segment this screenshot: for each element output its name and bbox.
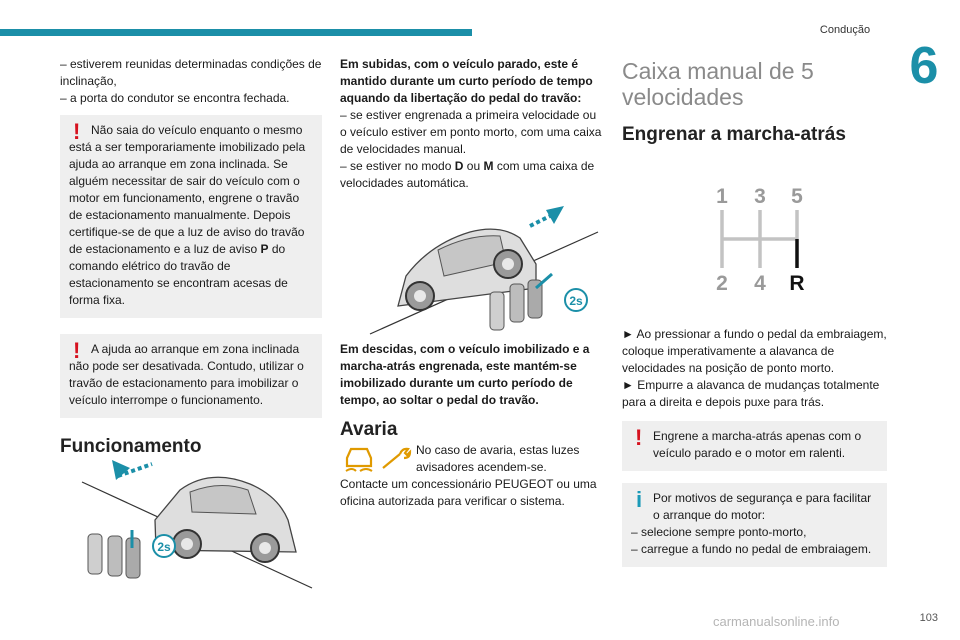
column-2	[340, 56, 602, 192]
warning-text: Não saia do veículo enquanto o mesmo está a ser temporariamente imobilizado pela ajuda ao arranque em zona inclinada. Se alguém necessitar de sair do veículo com o motor em funcionamento, engrene o travão de estacionamento manualmente. Depois certifique-se de que a luz de aviso do travão de estacionamento e a luz de aviso P do comando elétrico do travão de estacionamento se encontram acesas de forma fixa.	[69, 123, 306, 307]
uphill-intro: Em subidas, com o veículo parado, este é mantido durante um curto período de tempo aquando da libertação do pedal do travão:	[340, 57, 593, 105]
gear-label: 5	[791, 185, 803, 208]
warning-icon: !	[73, 119, 81, 144]
info-icon: i	[636, 487, 643, 512]
column-1	[60, 56, 322, 455]
condition-item: – estiverem reunidas determinadas condições de inclinação,	[60, 57, 322, 88]
downhill-text: Em descidas, com o veículo imobilizado e a marcha-atrás engrenada, este mantém-se imobilizado durante um curto período de tempo, ao soltar o pedal do travão.	[340, 342, 590, 407]
avaria-contact: Contacte um concessionário PEUGEOT ou uma oficina autorizada para verificar o sistema.	[340, 477, 597, 508]
reverse-gear-label: R	[789, 272, 805, 295]
gear-label: 4	[754, 272, 766, 295]
chapter-number: 6	[909, 37, 939, 95]
warning-box	[60, 334, 322, 418]
info-item: – selecione sempre ponto-morto,	[631, 525, 807, 539]
condition-item: – a porta do condutor se encontra fechada.	[60, 91, 290, 105]
step-text: ► Ao pressionar a fundo o pedal da embraiagem, coloque imperativamente a alavanca de velocidades na posição de ponto morto.	[622, 327, 887, 375]
column-3-lower	[622, 326, 887, 567]
wrench-warning-icon	[380, 446, 412, 472]
column-3	[622, 58, 887, 143]
section-heading: Funcionamento	[60, 436, 202, 457]
car-skid-warning-icon	[342, 444, 376, 474]
timer-label: 2s	[157, 540, 171, 554]
uphill-illustration	[340, 196, 602, 336]
header-accent-bar	[0, 29, 472, 36]
step-text: ► Empurre a alavanca de mudanças totalmente para a direita e depois puxe para trás.	[622, 378, 880, 409]
uphill-item: – se estiver engrenada a primeira velocidade ou o veículo estiver em ponto morto, com uma caixa de velocidades manual.	[340, 108, 602, 156]
timer-label: 2s	[569, 294, 583, 308]
uphill-item: – se estiver no modo D ou M com uma caixa de velocidades automática.	[340, 159, 595, 190]
warning-text: A ajuda ao arranque em zona inclinada não pode ser desativada. Contudo, utilizar o travão de estacionamento para imobilizar o veículo interrompe o funcionamento.	[69, 342, 304, 407]
gear-pattern-diagram	[700, 180, 820, 300]
warning-icon: !	[635, 425, 643, 450]
hill-start-illustration	[60, 436, 322, 590]
avaria-text: No caso de avaria, estas luzes avisadores acendem-se.	[416, 443, 580, 474]
warning-text: Engrene a marcha-atrás apenas com o veículo parado e o motor em ralenti.	[653, 429, 862, 460]
warning-box	[622, 421, 887, 471]
warning-box	[60, 115, 322, 318]
info-text: Por motivos de segurança e para facilitar o arranque do motor:	[653, 491, 872, 522]
warning-icon: !	[73, 338, 81, 363]
section-label: Condução	[819, 24, 871, 36]
gear-label: 1	[716, 185, 728, 208]
info-item: – carregue a fundo no pedal de embraiagem.	[631, 542, 872, 556]
gear-label: 3	[754, 185, 766, 208]
avaria-heading: Avaria	[340, 419, 398, 440]
gear-label: 2	[716, 272, 728, 295]
watermark: carmanualsonline.info	[713, 614, 840, 629]
avaria-warning	[340, 442, 602, 476]
column-2-lower	[340, 341, 602, 510]
page-number: 103	[919, 612, 938, 624]
info-box	[622, 483, 887, 567]
subheading: Engrenar a marcha-atrás	[622, 124, 846, 145]
page-title: Caixa manual de 5 velocidades	[622, 58, 814, 110]
